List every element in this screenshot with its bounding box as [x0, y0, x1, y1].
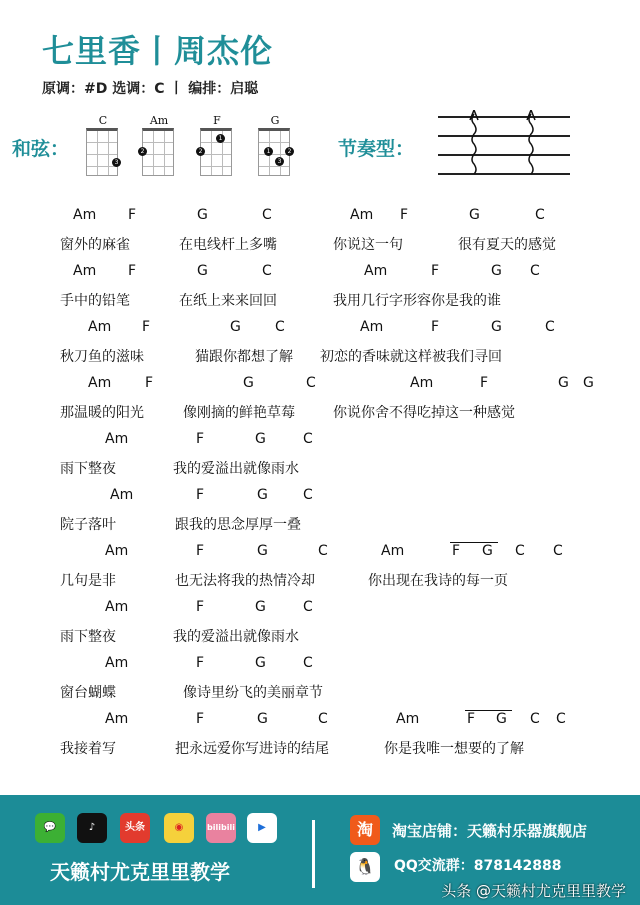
- watermark: 头条 @天籁村尤克里里教学: [441, 882, 626, 900]
- chord-symbol: F: [196, 711, 205, 727]
- lyric-line: 你说你舍不得吃掉这一种感觉: [333, 405, 515, 421]
- chord-symbol: C: [303, 431, 313, 447]
- lyric-line: 窗外的麻雀: [60, 237, 130, 253]
- lyric-line: 把永远爱你写进诗的结尾: [175, 741, 329, 757]
- lyric-line: 你说这一句: [333, 237, 403, 253]
- chord-name: C: [98, 114, 108, 127]
- lyric-line: 猫跟你都想了解: [195, 349, 293, 365]
- chord-symbol: G: [255, 655, 266, 671]
- rhythm-label: 节奏型：: [338, 138, 415, 160]
- douyin-icon: ♪: [77, 813, 107, 843]
- key-info: 原调：#D 选调：C 丨 编排：启聪: [42, 81, 259, 97]
- finger-dot: 2: [285, 147, 294, 156]
- rhythm-pattern: [438, 110, 570, 210]
- bilibili-icon: bilibili: [206, 813, 236, 843]
- taobao-icon: 淘: [350, 815, 380, 845]
- song-title: 七里香丨周杰伦: [42, 32, 274, 70]
- chord-symbol: F: [400, 207, 409, 223]
- lyric-line: 我的爱溢出就像雨水: [173, 461, 299, 477]
- chord-symbol: F: [431, 263, 440, 279]
- chord-symbol: C: [530, 711, 540, 727]
- chord-symbol: G: [243, 375, 254, 391]
- chord-diagram-am: [142, 114, 176, 176]
- chord-symbol: G: [257, 487, 268, 503]
- chord-symbol: C: [303, 655, 313, 671]
- shop-info: 淘宝店铺：天籁村乐器旗舰店: [392, 822, 588, 840]
- chord-symbol: F: [196, 431, 205, 447]
- chord-symbol: C: [515, 543, 525, 559]
- chord-symbol: Am: [110, 487, 134, 503]
- wechat-icon: 💬: [35, 813, 65, 843]
- chord-symbol: Am: [410, 375, 434, 391]
- chord-symbol: F: [467, 711, 476, 727]
- finger-dot: 1: [216, 134, 225, 143]
- chords-label: 和弦：: [12, 138, 70, 160]
- chord-symbol: C: [275, 319, 285, 335]
- chord-symbol: Am: [105, 711, 129, 727]
- lyric-line: 我用几行字形容你是我的谁: [333, 293, 501, 309]
- chord-symbol: G: [496, 711, 507, 727]
- lyric-line: 手中的铅笔: [60, 293, 130, 309]
- finger-dot: 2: [138, 147, 147, 156]
- finger-dot: 3: [112, 158, 121, 167]
- lyric-line: 在电线杆上多嘴: [179, 237, 277, 253]
- lyric-line: 也无法将我的热情冷却: [175, 573, 315, 589]
- toutiao-icon: 头条: [120, 813, 150, 843]
- chord-name: Am: [149, 114, 169, 127]
- chord-symbol: F: [196, 487, 205, 503]
- chord-symbol: C: [303, 487, 313, 503]
- finger-dot: 2: [196, 147, 205, 156]
- chord-symbol: G: [197, 263, 208, 279]
- lyric-line: 像刚摘的鲜艳草莓: [183, 405, 295, 421]
- chord-name: G: [270, 114, 280, 127]
- lyric-line: 窗台蝴蝶: [60, 685, 116, 701]
- chord-symbol: C: [535, 207, 545, 223]
- qq-penguin-icon: 🐧: [350, 852, 380, 882]
- chord-symbol: Am: [88, 319, 112, 335]
- chord-symbol: Am: [396, 711, 420, 727]
- chord-symbol: C: [262, 207, 272, 223]
- lyric-line: 那温暖的阳光: [60, 405, 144, 421]
- lyric-line: 跟我的思念厚厚一叠: [175, 517, 301, 533]
- chord-symbol: G: [230, 319, 241, 335]
- chord-symbol: Am: [73, 263, 97, 279]
- chord-symbol: F: [480, 375, 489, 391]
- brand-name: 天籁村尤克里里教学: [50, 860, 230, 884]
- qq-group: QQ交流群：878142888: [394, 858, 562, 874]
- lyric-line: 很有夏天的感觉: [458, 237, 556, 253]
- lyric-line: 你出现在我诗的每一页: [368, 573, 508, 589]
- lyric-line: 雨下整夜: [60, 461, 116, 477]
- chord-symbol: Am: [105, 599, 129, 615]
- lyric-line: 初恋的香味就这样被我们寻回: [320, 349, 502, 365]
- chord-symbol: Am: [73, 207, 97, 223]
- chord-symbol: F: [145, 375, 154, 391]
- lyric-line: 你是我唯一想要的了解: [384, 741, 524, 757]
- chord-symbol: Am: [105, 655, 129, 671]
- chord-symbol: G: [257, 543, 268, 559]
- chord-name: F: [213, 114, 221, 127]
- chord-symbol: G: [257, 711, 268, 727]
- chord-symbol: C: [318, 543, 328, 559]
- chord-symbol: F: [196, 655, 205, 671]
- lyric-line: 雨下整夜: [60, 629, 116, 645]
- chord-symbol: G: [491, 263, 502, 279]
- chord-symbol: C: [318, 711, 328, 727]
- chord-symbol: F: [196, 599, 205, 615]
- chord-symbol: Am: [88, 375, 112, 391]
- chord-symbol: G: [255, 431, 266, 447]
- beat-group-underline: [450, 542, 498, 543]
- video-app-icon: ▶: [247, 813, 277, 843]
- chord-symbol: Am: [364, 263, 388, 279]
- lyric-line: 我接着写: [60, 741, 116, 757]
- chord-symbol: G: [255, 599, 266, 615]
- chord-symbol: G: [491, 319, 502, 335]
- chord-symbol: Am: [360, 319, 384, 335]
- chord-diagram-f: [200, 114, 234, 176]
- lyric-line: 我的爱溢出就像雨水: [173, 629, 299, 645]
- lyric-line: 像诗里纷飞的美丽章节: [183, 685, 323, 701]
- chord-symbol: C: [530, 263, 540, 279]
- finger-dot: 1: [264, 147, 273, 156]
- lyric-line: 院子落叶: [60, 517, 116, 533]
- chord-symbol: Am: [105, 543, 129, 559]
- chord-symbol: G: [469, 207, 480, 223]
- strum-up-arrows-icon: [438, 110, 570, 210]
- chord-diagram-c: [86, 114, 120, 176]
- chord-symbol: G: [482, 543, 493, 559]
- chord-symbol: C: [556, 711, 566, 727]
- chord-symbol: F: [128, 263, 137, 279]
- chord-symbol: F: [142, 319, 151, 335]
- beat-group-underline: [465, 710, 512, 711]
- chord-symbol: G: [583, 375, 594, 391]
- chord-symbol: Am: [105, 431, 129, 447]
- finger-dot: 3: [275, 157, 284, 166]
- chord-diagram-g: [258, 114, 292, 176]
- chord-symbol: Am: [350, 207, 374, 223]
- lyric-line: 秋刀鱼的滋味: [60, 349, 144, 365]
- chord-symbol: C: [553, 543, 563, 559]
- divider: [312, 820, 315, 888]
- chord-symbol: G: [558, 375, 569, 391]
- chord-symbol: F: [452, 543, 461, 559]
- chord-symbol: C: [306, 375, 316, 391]
- chord-symbol: Am: [381, 543, 405, 559]
- chord-symbol: G: [197, 207, 208, 223]
- chord-symbol: C: [262, 263, 272, 279]
- weibo-icon: ◉: [164, 813, 194, 843]
- chord-symbol: F: [196, 543, 205, 559]
- lyric-line: 几句是非: [60, 573, 116, 589]
- chord-symbol: C: [303, 599, 313, 615]
- chord-symbol: F: [431, 319, 440, 335]
- lyric-line: 在纸上来来回回: [179, 293, 277, 309]
- chord-symbol: F: [128, 207, 137, 223]
- chord-symbol: C: [545, 319, 555, 335]
